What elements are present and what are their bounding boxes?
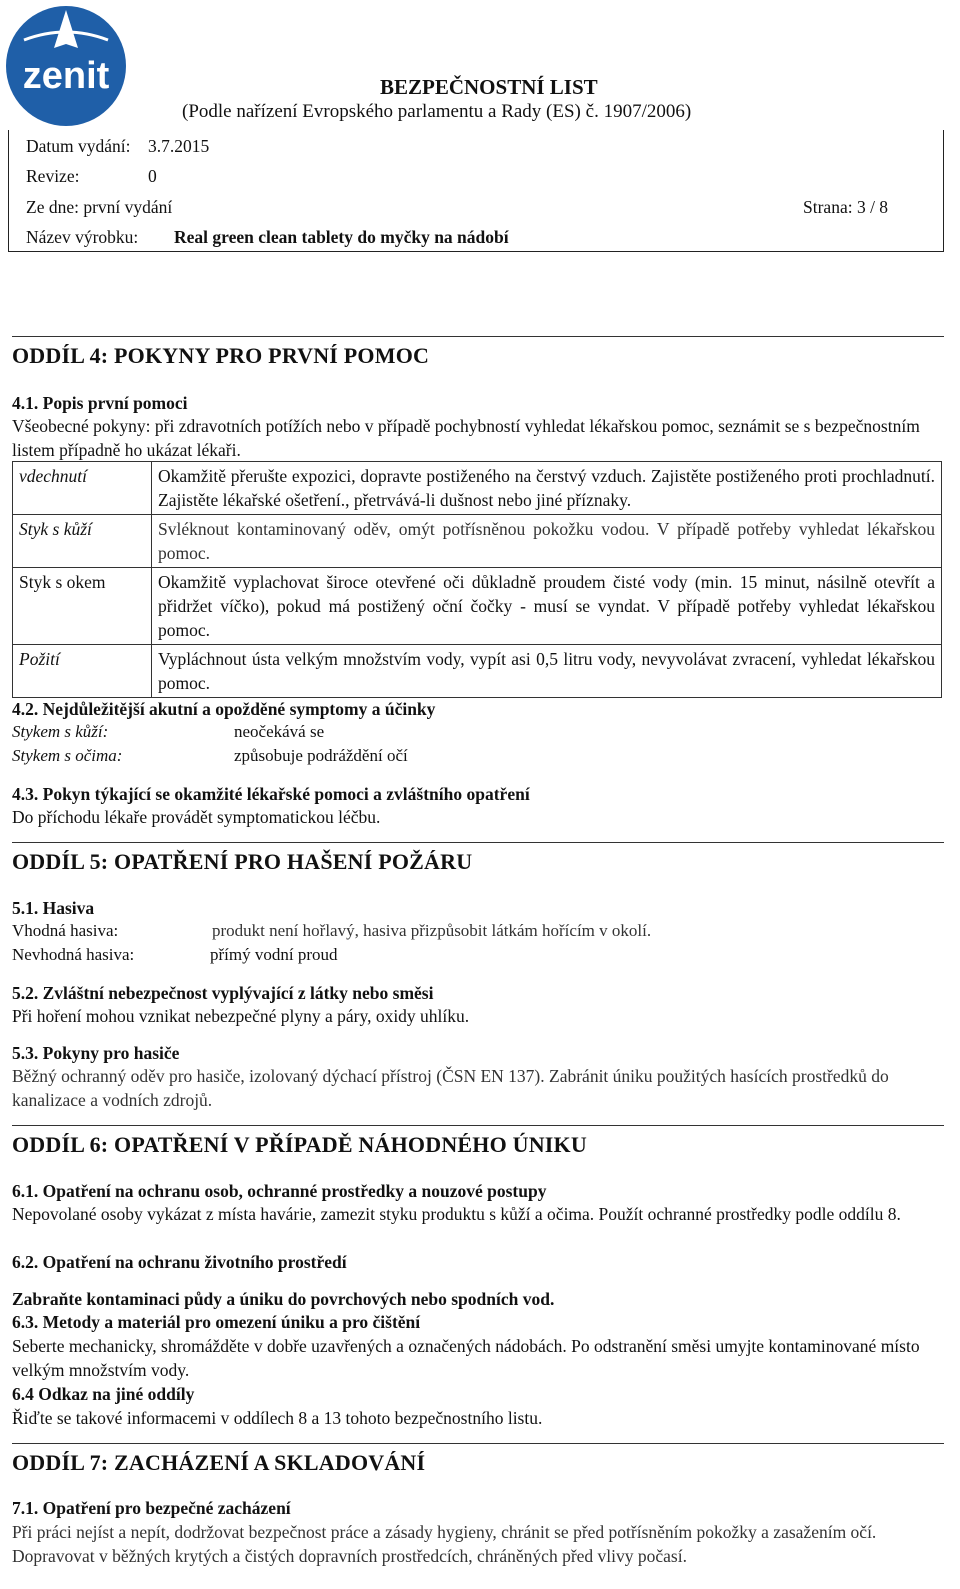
issue-date-value: 3.7.2015 (148, 136, 210, 156)
text-6-1: Nepovolané osoby vykázat z místa havárie, zamezit styku produktu s kůží a očima. Použít ochranné prostředky podle oddílu 8. (12, 1204, 901, 1224)
document-subtitle: (Podle nařízení Evropského parlamentu a Rady (ES) č. 1907/2006) (182, 101, 692, 122)
unsuitable-media-label: Nevhodná hasiva: (12, 945, 135, 964)
issue-date-row (26, 136, 209, 157)
heading-5-2: 5.2. Zvláštní nebezpečnost vyplývající z látky nebo směsi (12, 983, 434, 1003)
route-instructions: Vypláchnout ústa velkým množstvím vody, vypít asi 0,5 litru vody, nevyvolávat zvracení, vyhledat lékařskou pomoc. (152, 645, 942, 698)
table-row (13, 645, 942, 698)
from-date-row (26, 197, 172, 218)
text-4-3: Do příchodu lékaře provádět symptomatickou léčbu. (12, 807, 381, 827)
heading-6-1: 6.1. Opatření na ochranu osob, ochranné prostředky a nouzové postupy (12, 1181, 547, 1201)
table-row (13, 515, 942, 568)
skin-contact-label: Stykem s kůží: (12, 722, 109, 741)
issue-date-label: Datum vydání: (26, 136, 131, 156)
suitable-media-value: produkt není hořlavý, hasiva přizpůsobit látkám hořícím v okolí. (212, 921, 652, 940)
text-7-1: Při práci nejíst a nepít, dodržovat bezpečnost práce a zásady hygieny, chránit se před potřísněním pokožky a zasažením očí. Dopravovat v běžných krytých a čistých dopravních prostředcích, chráněných před vlivy počasí. (12, 1522, 877, 1566)
first-aid-table (12, 461, 942, 698)
heading-4-2: 4.2. Nejdůležitější akutní a opožděné symptomy a účinky (12, 699, 436, 719)
section-4-title: ODDÍL 4: POKYNY PRO PRVNÍ POMOC (12, 336, 944, 369)
route-label: Styk s okem (13, 568, 152, 645)
general-instructions: Všeobecné pokyny: při zdravotních potížích nebo v případě pochybností vyhledat lékařskou pomoc, seznámit se s bezpečnostním listem případně ho ukázat lékaři. (12, 416, 920, 460)
suitable-media-label: Vhodná hasiva: (12, 921, 119, 940)
route-label: vdechnutí (13, 462, 152, 515)
logo-text: zenit (22, 55, 110, 97)
eye-contact-value: způsobuje podráždění očí (234, 746, 408, 765)
heading-7-1: 7.1. Opatření pro bezpečné zacházení (12, 1498, 291, 1518)
heading-5-3: 5.3. Pokyny pro hasiče (12, 1043, 180, 1063)
page-number: Strana: 3 / 8 (803, 197, 889, 217)
heading-5-1: 5.1. Hasiva (12, 898, 95, 918)
product-label: Název výrobku: (26, 227, 139, 247)
route-label: Styk s kůží (13, 515, 152, 568)
skin-contact-value: neočekává se (234, 722, 325, 741)
revision-value: 0 (148, 166, 157, 186)
from-date-value: první vydání (83, 197, 173, 217)
text-5-2: Při hoření mohou vznikat nebezpečné plyny a páry, oxidy uhlíku. (12, 1006, 470, 1026)
heading-4-3: 4.3. Pokyn týkající se okamžité lékařské pomoci a zvláštního opatření (12, 784, 530, 804)
route-instructions: Svléknout kontaminovaný oděv, omýt potřísněnou pokožku vodou. V případě potřeby vyhledat lékařskou pomoc. (152, 515, 942, 568)
text-6-2: Zabraňte kontaminaci půdy a úniku do povrchových nebo spodních vod. (12, 1289, 555, 1309)
unsuitable-media-value: přímý vodní proud (210, 945, 338, 964)
revision-row (26, 166, 157, 187)
route-instructions: Okamžitě vyplachovat široce otevřené oči důkladně proudem čisté vody (min. 15 minut, násilně otevřít a přidržet víčko), pokud má postižený oční čočky - musí se vyndat. V případě potřeby vyhledat lékařskou pomoc. (152, 568, 942, 645)
heading-4-1: 4.1. Popis první pomoci (12, 393, 188, 413)
text-6-3: Seberte mechanicky, shromážděte v dobře uzavřených a označených nádobách. Po odstranění směsi umyjte kontaminované místo velkým množstvím vody. (12, 1336, 920, 1380)
route-label: Požití (13, 645, 152, 698)
table-row (13, 462, 942, 515)
text-5-3: Běžný ochranný oděv pro hasiče, izolovaný dýchací přístroj (ČSN EN 137). Zabránit úniku použitých hasících prostředků do kanalizace a vodních zdrojů. (12, 1066, 889, 1110)
revision-label: Revize: (26, 166, 80, 186)
section-6-title: ODDÍL 6: OPATŘENÍ V PŘÍPADĚ NÁHODNÉHO ÚNIKU (12, 1125, 944, 1158)
heading-6-4: 6.4 Odkaz na jiné oddíly (12, 1384, 195, 1404)
text-6-4: Řiďte se takové informacemi v oddílech 8 a 13 tohoto bezpečnostního listu. (12, 1408, 543, 1428)
heading-6-3: 6.3. Metody a materiál pro omezení úniku a pro čištění (12, 1312, 421, 1332)
eye-contact-label: Stykem s očima: (12, 746, 123, 765)
product-row (26, 227, 509, 248)
product-value: Real green clean tablety do myčky na nádobí (174, 227, 509, 247)
zenit-logo (4, 4, 128, 128)
document-title: BEZPEČNOSTNÍ LIST (380, 75, 598, 99)
from-date-label: Ze dne: (26, 197, 79, 217)
route-instructions: Okamžitě přerušte expozici, dopravte postiženého na čerstvý vzduch. Zajistěte postiženého proti prochladnutí. Zajistěte lékařské ošetření., přetrvává-li dušnost nebo jiné příznaky. (152, 462, 942, 515)
section-5-title: ODDÍL 5: OPATŘENÍ PRO HAŠENÍ POŽÁRU (12, 842, 944, 875)
heading-6-2: 6.2. Opatření na ochranu životního prostředí (12, 1252, 347, 1272)
section-7-title: ODDÍL 7: ZACHÁZENÍ A SKLADOVÁNÍ (12, 1443, 944, 1476)
table-row (13, 568, 942, 645)
